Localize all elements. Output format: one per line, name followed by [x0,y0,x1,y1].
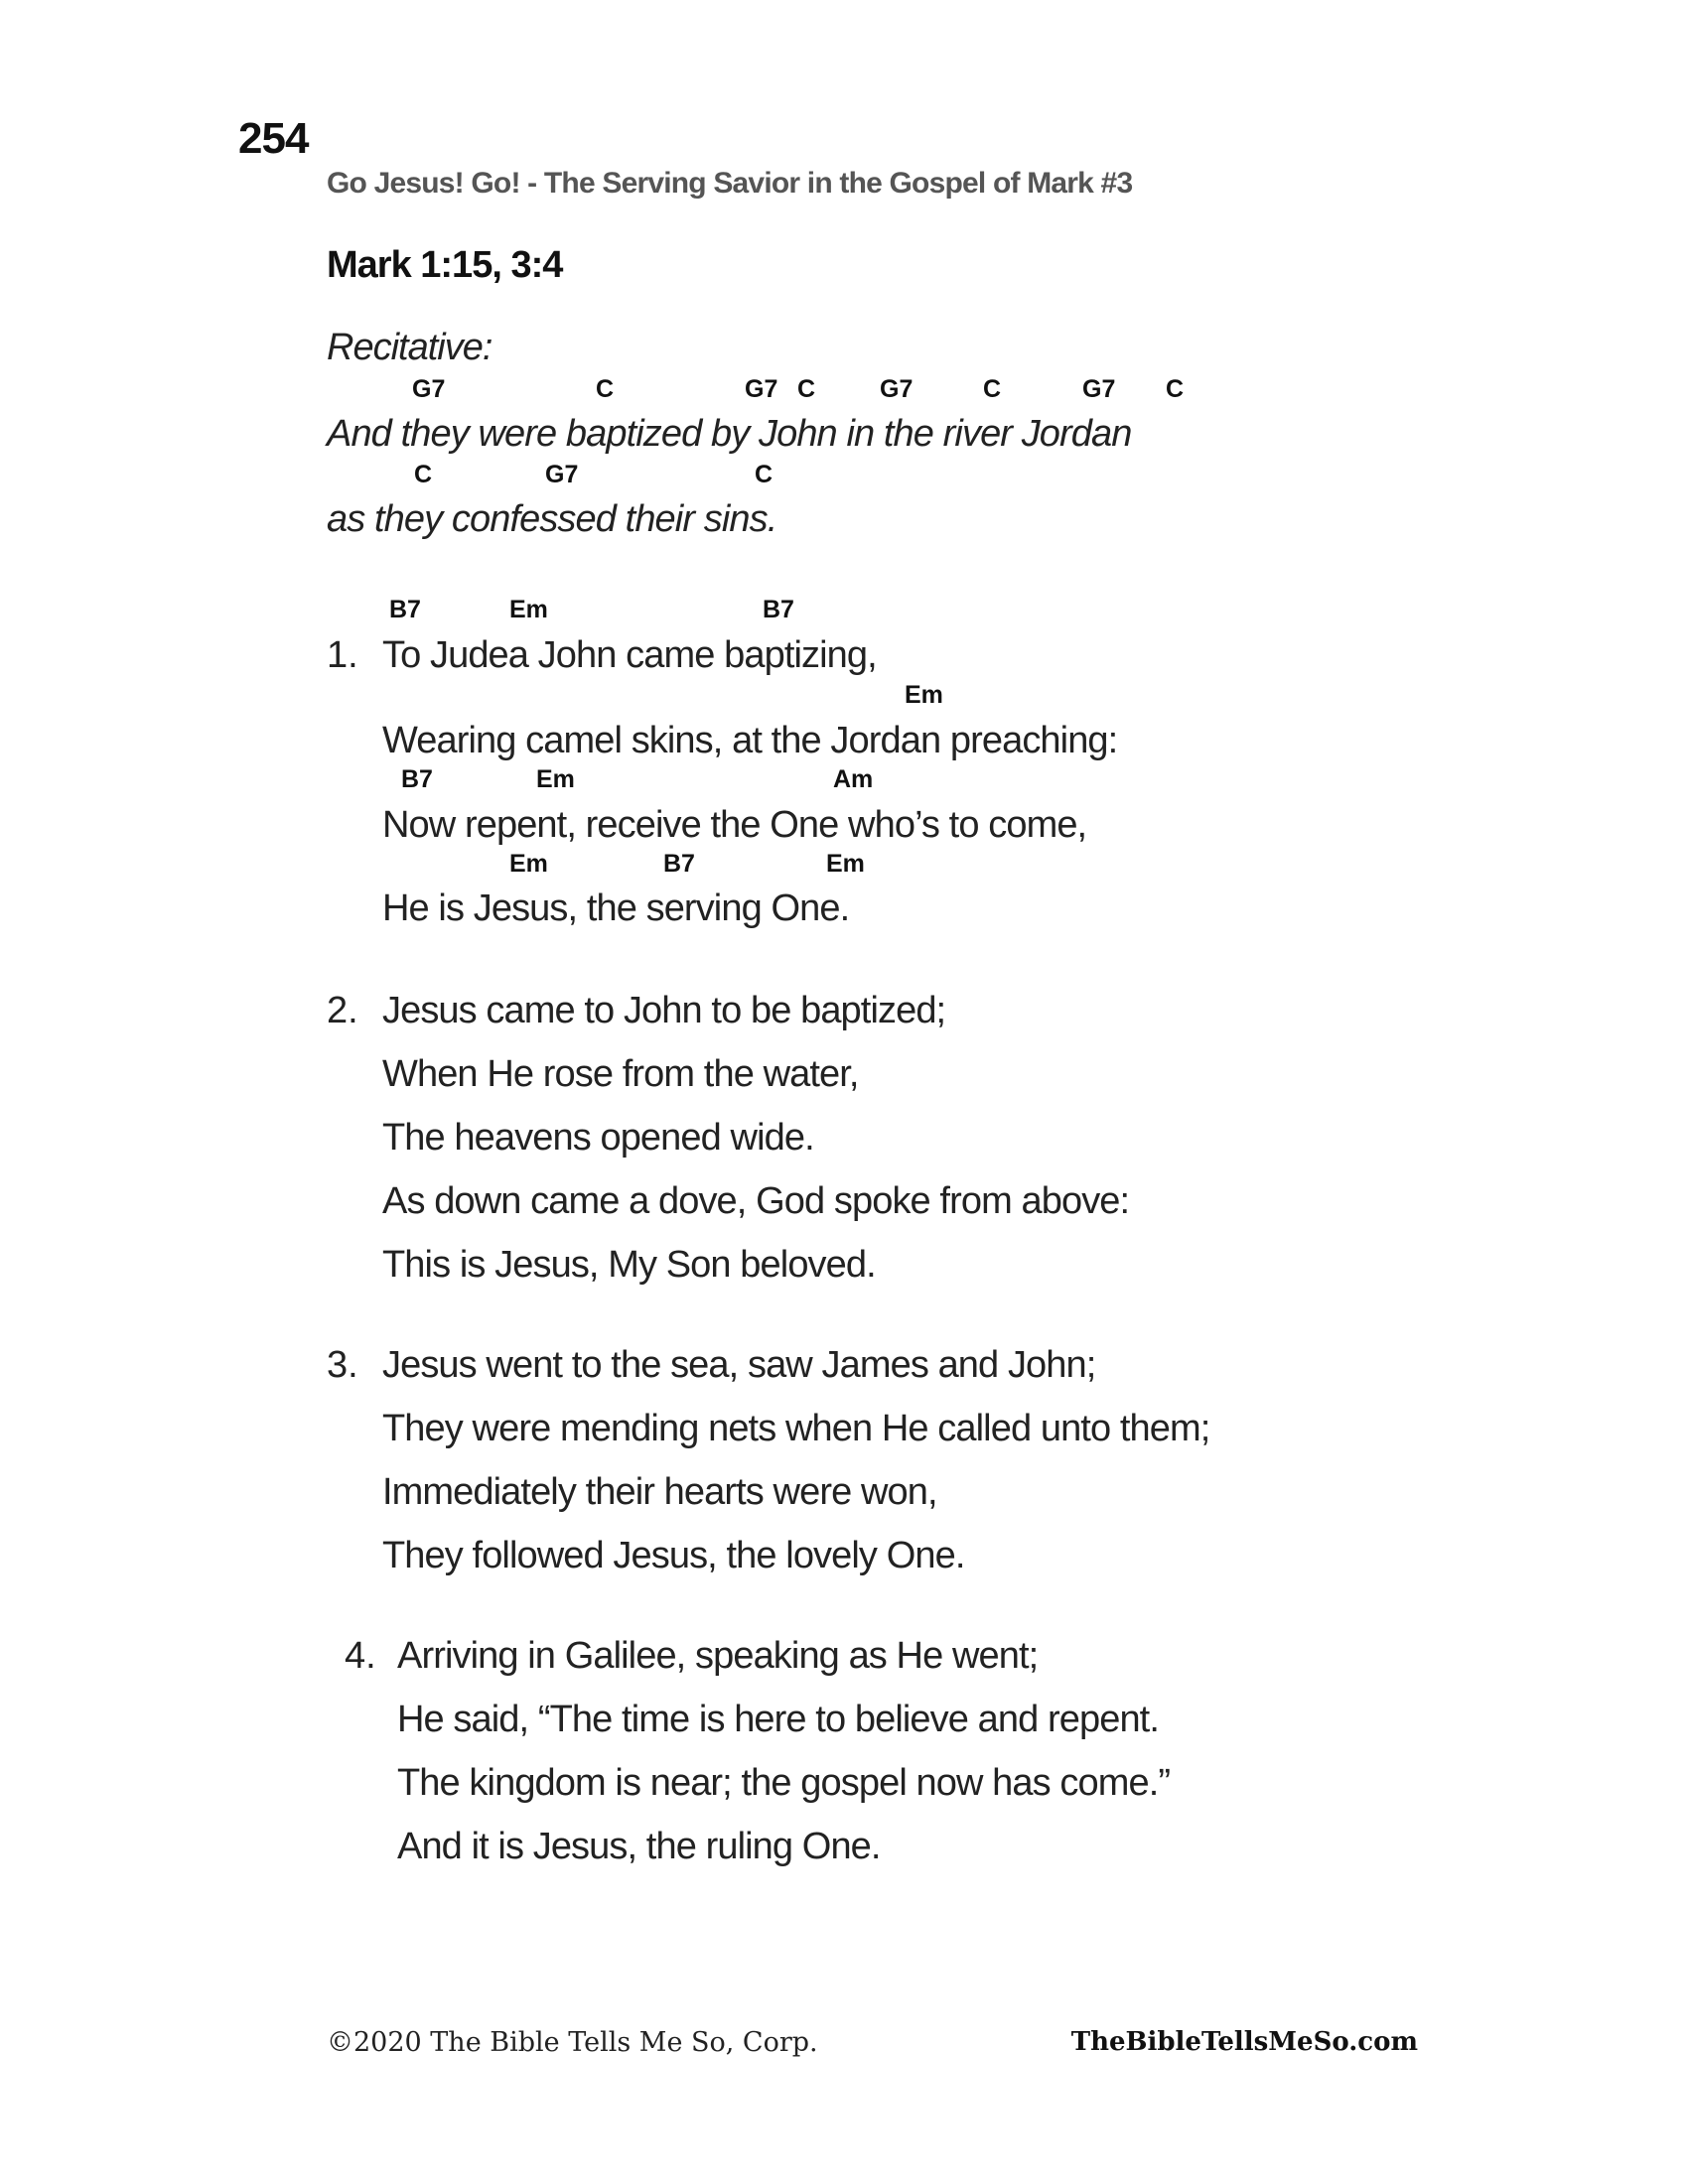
chord: B7 [389,596,421,623]
chord: B7 [401,765,433,793]
lyric-line: Jesus came to John to be baptized; [382,990,946,1031]
chord: Em [509,850,548,878]
chord: G7 [745,375,778,403]
page-number: 254 [238,114,309,163]
chord: Em [826,850,865,878]
chord: C [983,375,1002,403]
chord: Em [905,681,943,709]
chord: Em [536,765,575,793]
chord: B7 [663,850,695,878]
lyric-line: The heavens opened wide. [382,1117,814,1159]
website-link[interactable]: TheBibleTellsMeSo.com [1070,2027,1418,2057]
lyric-line: To Judea John came baptizing, [382,634,877,676]
chord: G7 [1082,375,1116,403]
lyric-line: as they confessed their sins. [327,498,777,540]
chord: C [414,461,433,488]
verse-number: 2. [327,990,358,1031]
lyric-line: Arriving in Galilee, speaking as He went; [397,1635,1039,1677]
chord: C [755,461,774,488]
recitative-label: Recitative: [327,327,492,368]
lyric-line: Now repent, receive the One who’s to come, [382,804,1087,846]
chord: G7 [412,375,446,403]
lyric-line: As down came a dove, God spoke from above: [382,1180,1130,1222]
chord: G7 [880,375,914,403]
chord: B7 [763,596,794,623]
lyric-line: And they were baptized by John in the river Jordan [327,413,1132,455]
lyric-line: He said, “The time is here to believe and repent. [397,1699,1159,1740]
lyric-line: This is Jesus, My Son beloved. [382,1244,876,1286]
chord: C [596,375,615,403]
chord: Em [509,596,548,623]
verse-number: 1. [327,634,358,676]
lyric-line: When He rose from the water, [382,1053,859,1095]
verse-number: 3. [327,1344,358,1386]
copyright-notice: ©2020 The Bible Tells Me So, Corp. [327,2027,818,2058]
lyric-line: The kingdom is near; the gospel now has come.” [397,1762,1171,1804]
chord: G7 [545,461,579,488]
chord: C [1166,375,1185,403]
verse-number: 4. [345,1635,376,1677]
scripture-reference: Mark 1:15, 3:4 [327,244,563,286]
lyric-line: They were mending nets when He called unto them; [382,1408,1210,1449]
lyric-line: He is Jesus, the serving One. [382,887,850,929]
chord: C [797,375,816,403]
song-subtitle: Go Jesus! Go! - The Serving Savior in the Gospel of Mark #3 [327,167,1133,200]
chord: Am [833,765,874,793]
lyric-line: And it is Jesus, the ruling One. [397,1826,881,1867]
lyric-line: Jesus went to the sea, saw James and John; [382,1344,1096,1386]
lyric-line: Immediately their hearts were won, [382,1471,937,1513]
lyric-line: Wearing camel skins, at the Jordan preaching: [382,720,1118,761]
lyric-line: They followed Jesus, the lovely One. [382,1535,965,1576]
